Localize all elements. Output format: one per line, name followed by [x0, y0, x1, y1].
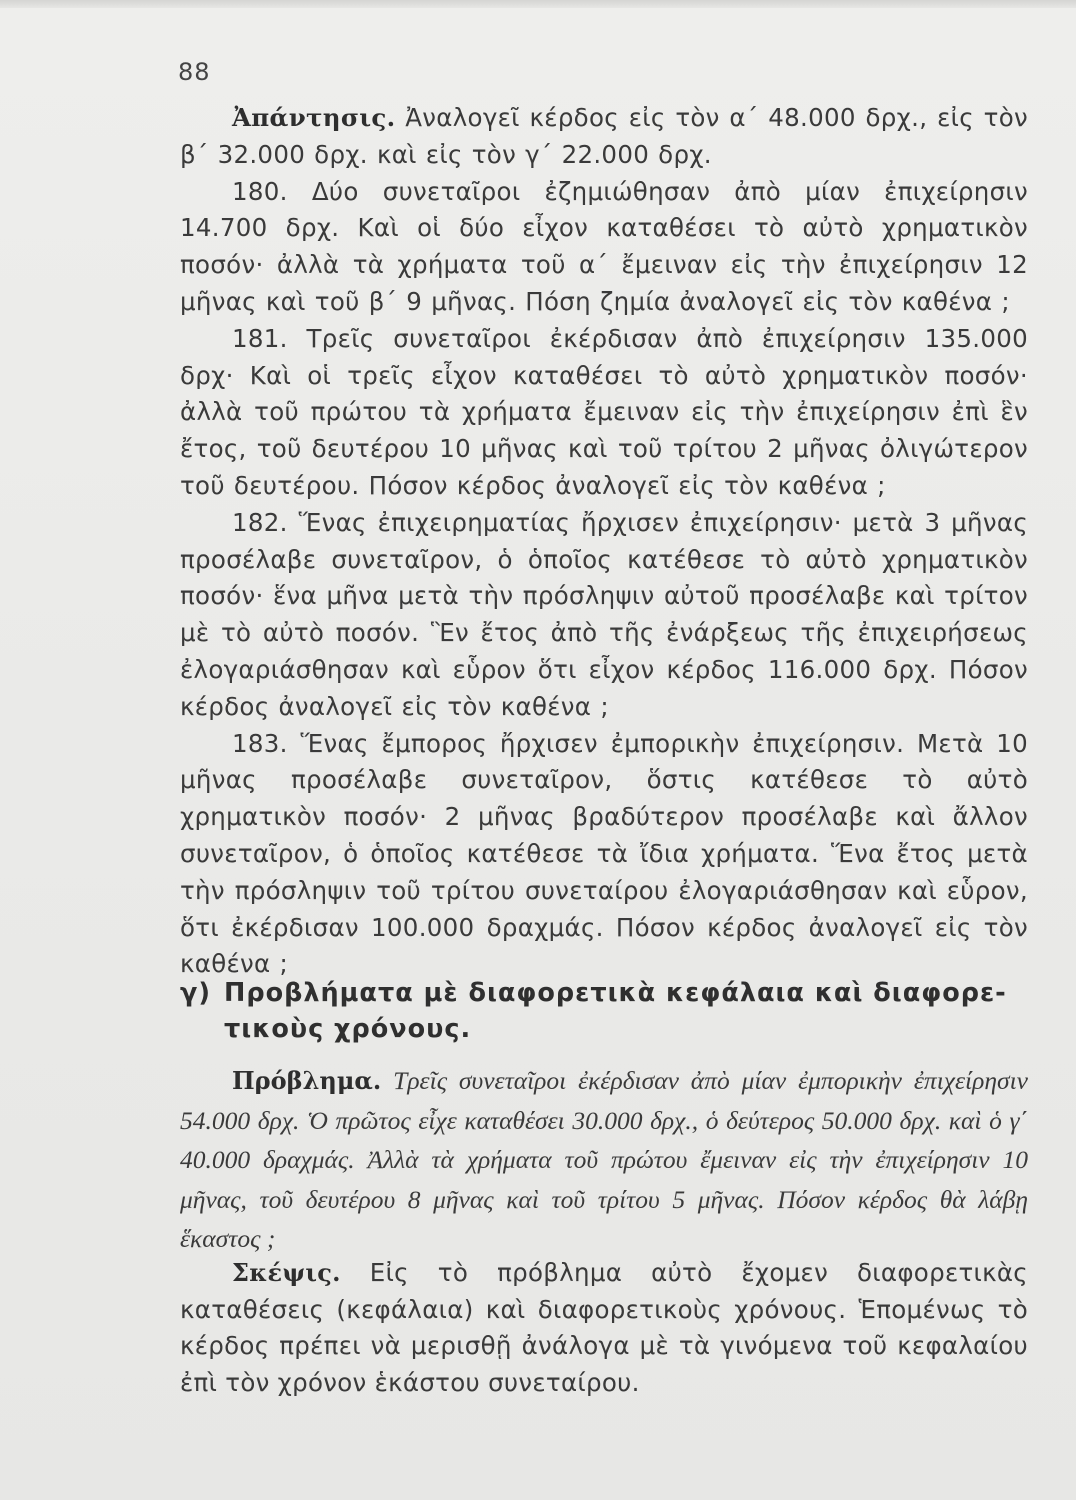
section-heading [180, 975, 1040, 1047]
exercise-181: 181. Τρεῖς συνεταῖροι ἐκέρδισαν ἀπὸ ἐπιχείρησιν 135.000 δρχ· Καὶ οἱ τρεῖς εἶχον καταθέσει τὸ αὐτὸ χρηματικὸν ποσόν· ἀλλὰ τοῦ πρώτου τὰ χρήματα ἔμειναν εἰς τὴν ἐπιχείρησιν ἐπὶ ἓν ἔτος, τοῦ δευτέρου 10 μῆνας καὶ τοῦ τρίτου 2 μῆνας ὀλιγώτερον τοῦ δευτέρου. Πόσον κέρδος ἀναλογεῖ εἰς τὸν καθένα ; [180, 323, 1028, 500]
problem-paragraph [180, 1063, 1028, 1261]
thinking-text-para [180, 1255, 1028, 1401]
thinking-label: Σκέψις. [232, 1258, 341, 1287]
thinking-paragraph [180, 1255, 1028, 1401]
answer-label: Ἀπάντησις. [232, 103, 396, 132]
exercise-182: 182. Ἕνας ἐπιχειρηματίας ἤρχισεν ἐπιχείρησιν· μετὰ 3 μῆνας προσέλαβε συνεταῖρον, ὁ ὁποῖος κατέθεσε τὸ αὐτὸ χρηματικὸν ποσόν· ἕνα μῆνα μετὰ τὴν πρόσληψιν αὐτοῦ προσέλαβε καὶ τρίτον μὲ τὸ αὐτὸ ποσόν. Ἓν ἔτος ἀπὸ τῆς ἐνάρξεως τῆς ἐπιχειρήσεως ἐλογαριάσθησαν καὶ εὗρον ὅτι εἶχον κέρδος 116.000 δρχ. Πόσον κέρδος ἀναλογεῖ εἰς τὸν καθένα ; [180, 507, 1028, 721]
page-top-edge [0, 0, 1076, 8]
exercise-text-block [180, 100, 1028, 983]
thinking-text: Εἰς τὸ πρόβλημα αὐτὸ ἔχομεν διαφορετικὰς καταθέσεις (κεφάλαια) καὶ διαφορετικοὺς χρόνους. Ἑπομένως τὸ κέρδος πρέπει νὰ μερισθῇ ἀνάλογα μὲ τὰ γινόμενα τοῦ κεφαλαίου ἐπὶ τὸν χρόνον ἑκάστου συνεταίρου. [180, 1258, 1028, 1397]
answer-paragraph [180, 100, 1028, 174]
section-heading-line-1 [180, 975, 1040, 1011]
section-title-line-2: τικοὺς χρόνους. [224, 1014, 472, 1044]
section-marker: γ) [180, 978, 212, 1008]
problem-text-para [180, 1063, 1028, 1261]
problem-label: Πρόβλημα. [232, 1066, 382, 1095]
problem-text: Τρεῖς συνεταῖροι ἐκέρδισαν ἀπὸ μίαν ἐμπορικὴν ἐπιχείρησιν 54.000 δρχ. Ὁ πρῶτος εἶχε καταθέσει 30.000 δρχ., ὁ δεύτερος 50.000 δρχ. καὶ ὁ γ΄ 40.000 δραχμάς. Ἀλλὰ τὰ χρήματα τοῦ πρώτου ἔμειναν εἰς τὴν ἐπιχείρησιν 10 μῆνας, τοῦ δευτέρου 8 μῆνας καὶ τοῦ τρίτου 5 μῆνας. Πόσον κέρδος θὰ λάβῃ ἕκαστος ; [180, 1066, 1028, 1253]
section-title-line-1: Προβλήματα μὲ διαφορετικὰ κεφάλαια καὶ διαφορε- [224, 978, 1007, 1008]
page-number: 88 [178, 58, 211, 86]
exercise-180: 180. Δύο συνεταῖροι ἐζημιώθησαν ἀπὸ μίαν ἐπιχείρησιν 14.700 δρχ. Καὶ οἱ δύο εἶχον καταθέσει τὸ αὐτὸ χρηματικὸν ποσόν· ἀλλὰ τὰ χρήματα τοῦ α΄ ἔμειναν εἰς τὴν ἐπιχείρησιν 12 μῆνας καὶ τοῦ β΄ 9 μῆνας. Πόση ζημία ἀναλογεῖ εἰς τὸν καθένα ; [180, 176, 1028, 316]
answer-text: Ἀναλογεῖ κέρδος εἰς τὸν α΄ 48.000 δρχ., εἰς τὸν β΄ 32.000 δρχ. καὶ εἰς τὸν γ΄ 22.000 δρχ. [180, 103, 1028, 169]
exercise-183: 183. Ἕνας ἔμπορος ἤρχισεν ἐμπορικὴν ἐπιχείρησιν. Μετὰ 10 μῆνας προσέλαβε συνεταῖρον, ὅστις κατέθεσε τὸ αὐτὸ χρηματικὸν ποσόν· 2 μῆνας βραδύτερον προσέλαβε καὶ ἄλλον συνεταῖρον, ὁ ὁποῖος κατέθεσε τὰ ἴδια χρήματα. Ἕνα ἔτος μετὰ τὴν πρόσληψιν τοῦ τρίτου συνεταίρου ἐλογαριάσθησαν καὶ εὗρον, ὅτι ἐκέρδισαν 100.000 δραχμάς. Πόσον κέρδος ἀναλογεῖ εἰς τὸν καθένα ; [180, 728, 1028, 979]
